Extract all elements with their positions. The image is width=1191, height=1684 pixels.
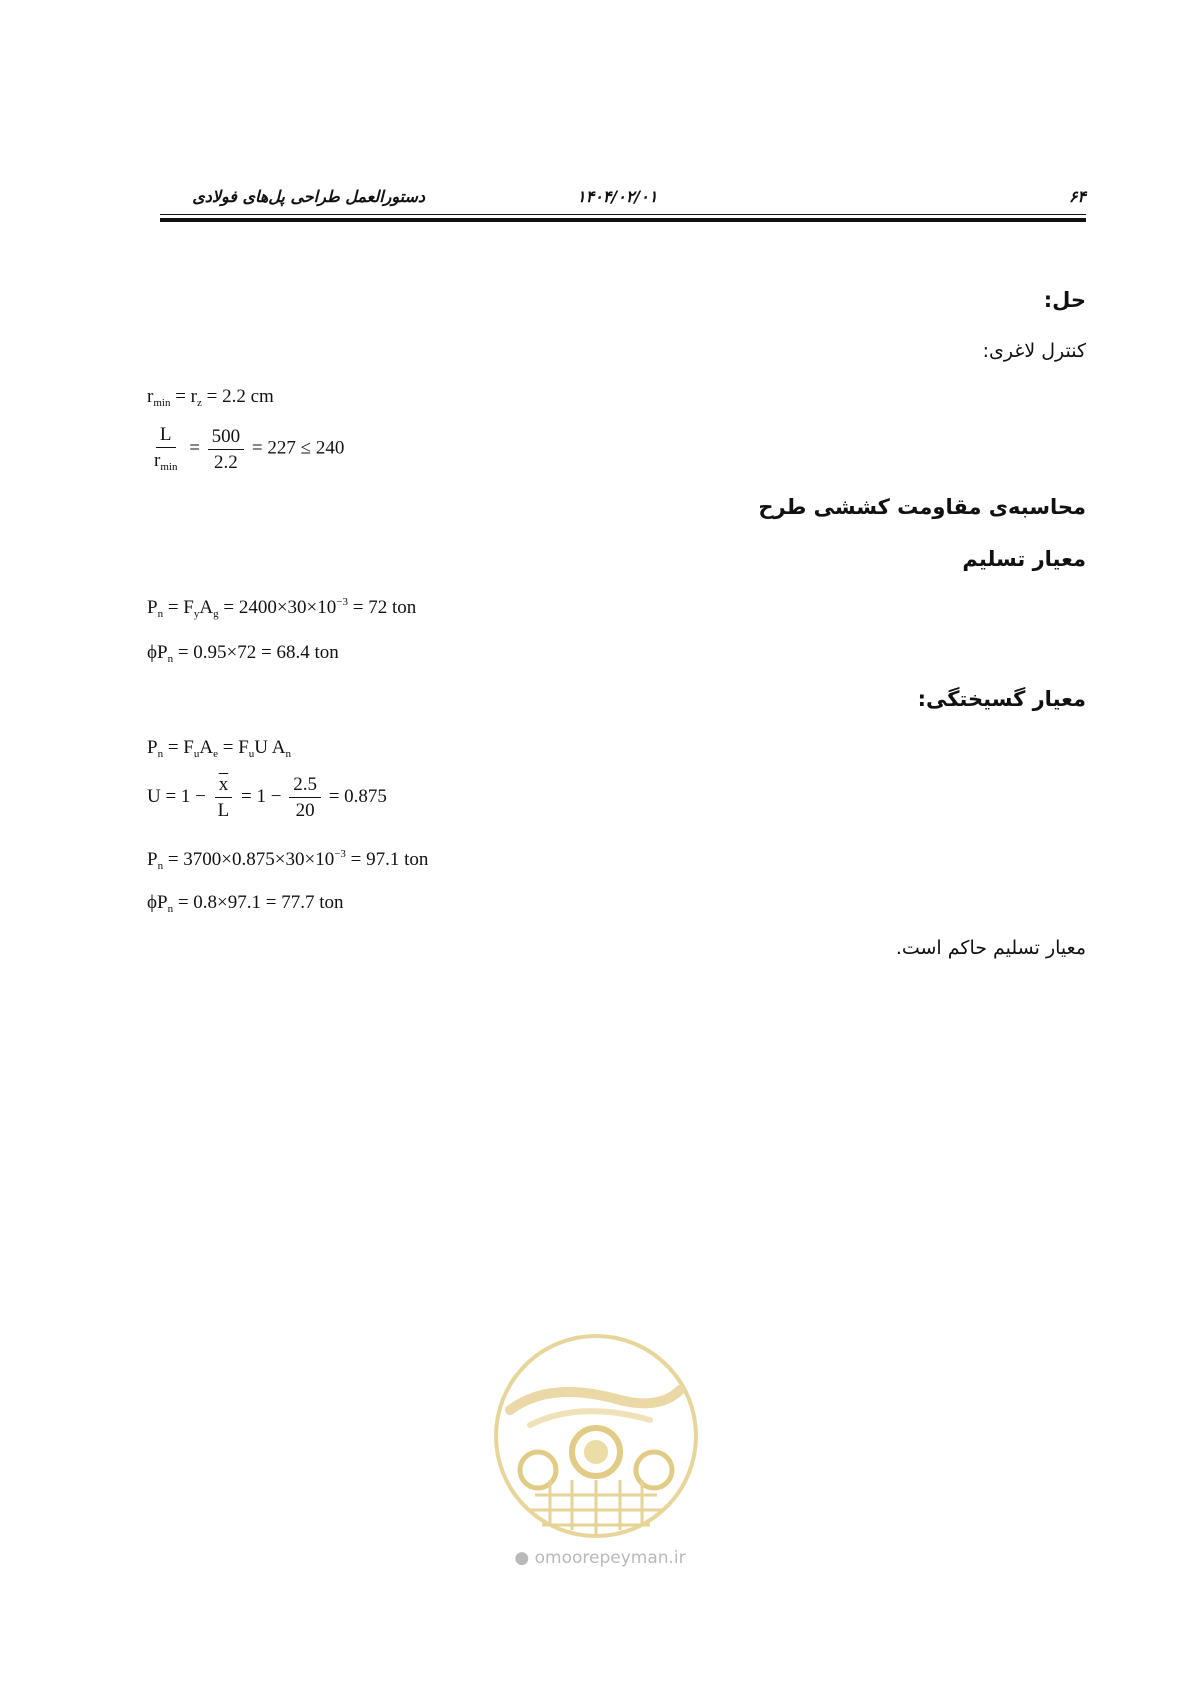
watermark-url: ● omoorepeyman.ir xyxy=(514,1548,686,1568)
design-strength-heading: محاسبه‌ی مقاومت کششی طرح xyxy=(758,495,1086,519)
fraction-xbar-over-L: $\frac{\overline{x}}{L}$ xyxy=(214,775,234,820)
solution-heading: حل: xyxy=(1043,288,1086,312)
equation-yield-phi: $\phi P_n = 0.95\times 72 = 68.4$ ton xyxy=(147,642,339,665)
page-number: ۶۴ xyxy=(1068,187,1086,206)
equation-rupture-value: $P_n = 3700\times 0.875\times 30\times 10^{-3} = 97.1$ ton xyxy=(147,848,429,872)
equation-slenderness: $\frac{L}{r_{min}}$ = $\frac{500}{2.2}$ = 227 ≤ 240 xyxy=(147,425,344,473)
equation-rmin: $r_{min} = r_z = 2.2$ cm xyxy=(147,386,274,409)
header-date: ۱۴۰۴/۰۲/۰۱ xyxy=(577,187,658,206)
rupture-heading: معیار گسیختگی: xyxy=(917,687,1086,711)
fraction-L-over-rmin: $\frac{L}{r_{min}}$ xyxy=(154,424,178,473)
slenderness-label: کنترل لاغری: xyxy=(982,340,1086,362)
equation-u-factor: U = 1 − $\frac{\overline{x}}{L}$ = 1 − $\frac{2.5}{20}$ = 0.875 xyxy=(147,774,387,821)
watermark-logo xyxy=(490,1330,702,1542)
book-title: دستورالعمل طراحی پل‌های فولادی xyxy=(192,187,425,206)
yield-heading: معیار تسلیم xyxy=(962,547,1086,571)
equation-rupture-pn: $P_n = F_uA_e = F_uU$ $A_n$ xyxy=(147,737,291,760)
equation-rupture-phi: $\phi P_n = 0.8\times 97.1 = 77.7$ ton xyxy=(147,892,344,915)
conclusion-text: معیار تسلیم حاکم است. xyxy=(895,937,1086,959)
header-rule-thin xyxy=(160,214,1086,215)
fraction-2.5-over-20: $\frac{2.5}{20}$ xyxy=(289,775,321,820)
fraction-500-over-2.2: $\frac{500}{2.2}$ xyxy=(208,427,245,472)
header-rule-thick xyxy=(160,218,1086,222)
equation-yield-pn: $P_n = F_yA_g = 2400\times 30\times 10^{-3} = 72$ ton xyxy=(147,596,417,620)
